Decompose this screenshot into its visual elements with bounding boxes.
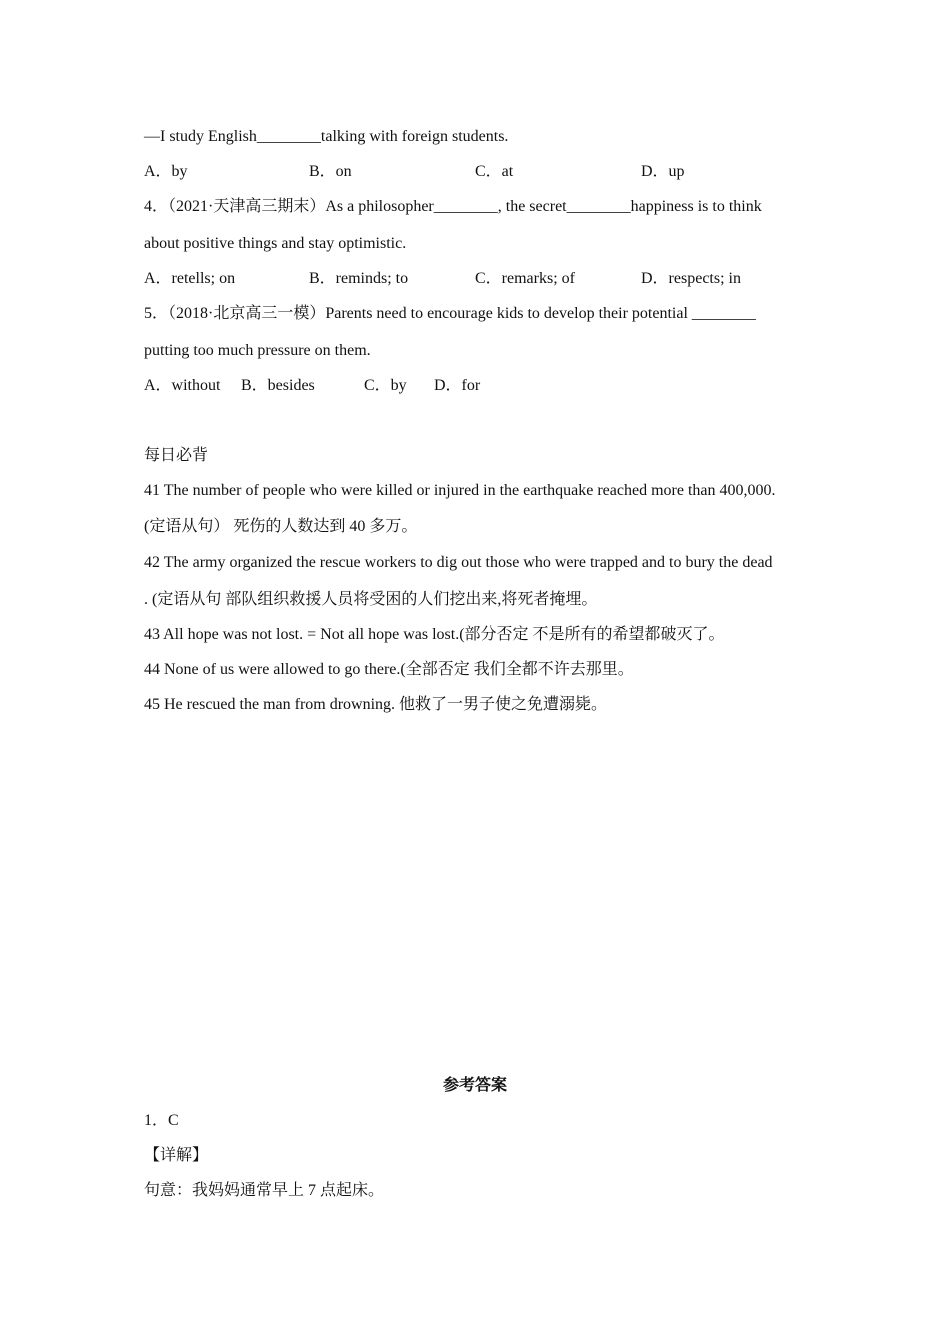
q5-option-d: D．for (434, 377, 481, 394)
answer-item-1: 1．C (144, 1112, 179, 1129)
question-4-line1: 4．（2021·天津高三期末）As a philosopher________, the secret________happiness is to think (144, 198, 762, 215)
question-3-text: —I study English________talking with foreign students. (144, 128, 509, 145)
q3-option-b: B．on (309, 163, 352, 180)
question-4-line2: about positive things and stay optimistic. (144, 235, 407, 252)
question-5-line2: putting too much pressure on them. (144, 342, 371, 359)
q4-option-b: B．reminds; to (309, 270, 409, 287)
daily-line-44: 44 None of us were allowed to go there.(全部否定 我们全都不许去那里。 (144, 661, 634, 678)
daily-heading: 每日必背 (144, 447, 209, 464)
q4-option-d: D．respects; in (641, 270, 741, 287)
q3-option-d: D．up (641, 163, 685, 180)
answer-detail-label: 【详解】 (144, 1147, 209, 1164)
q4-option-a: A．retells; on (144, 270, 236, 287)
daily-line-42-note: . (定语从句 部队组织救援人员将受困的人们挖出来,将死者掩埋。 (144, 591, 598, 608)
question-5-line1: 5．（2018·北京高三一模）Parents need to encourage kids to develop their potential ________ (144, 305, 756, 322)
daily-line-42: 42 The army organized the rescue workers to dig out those who were trapped and to bury the dead (144, 554, 773, 571)
answer-detail-text: 句意：我妈妈通常早上 7 点起床。 (144, 1182, 385, 1199)
q4-option-c: C．remarks; of (475, 270, 575, 287)
daily-line-41-note: (定语从句） 死伤的人数达到 40 多万。 (144, 518, 418, 535)
answers-title: 参考答案 (442, 1077, 507, 1094)
q5-option-a: A．without (144, 377, 221, 394)
q5-option-b: B．besides (241, 377, 315, 394)
q3-option-c: C．at (475, 163, 514, 180)
q5-option-c: C．by (364, 377, 407, 394)
daily-line-45: 45 He rescued the man from drowning. 他救了一男子使之免遭溺毙。 (144, 696, 608, 713)
daily-line-41: 41 The number of people who were killed or injured in the earthquake reached more than 400,000. (144, 482, 776, 499)
daily-line-43: 43 All hope was not lost. = Not all hope was lost.(部分否定 不是所有的希望都破灭了。 (144, 626, 725, 643)
q3-option-a: A．by (144, 163, 188, 180)
